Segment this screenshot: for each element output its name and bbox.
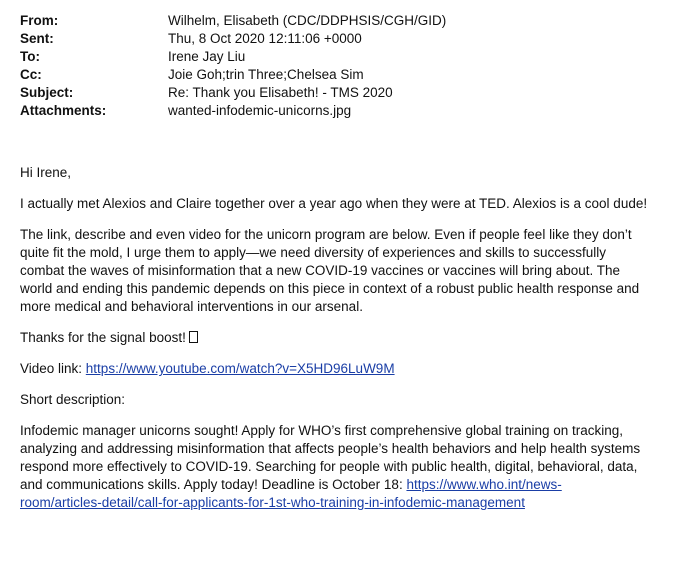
video-link[interactable]: https://www.youtube.com/watch?v=X5HD96LuW9M <box>85 361 395 376</box>
cc-row <box>20 66 660 84</box>
cc-value: Joie Goh;trin Three;Chelsea Sim <box>168 67 364 82</box>
paragraph-line: respond more effectively to COVID-19. Searching for people with public health, digital, behavioral, data, <box>20 459 638 474</box>
paragraph-description <box>20 422 668 512</box>
attachments-label: Attachments: <box>20 103 107 118</box>
sent-value: Thu, 8 Oct 2020 12:11:06 +0000 <box>168 31 362 46</box>
cc-label: Cc: <box>20 67 42 82</box>
to-label: To: <box>20 49 40 64</box>
email-body <box>20 164 668 525</box>
subject-row <box>20 84 660 102</box>
sent-row <box>20 30 660 48</box>
paragraph-line: analyzing and addressing misinformation that affects people’s health behaviors and help health systems <box>20 441 641 456</box>
greeting: Hi Irene, <box>20 165 72 180</box>
paragraph-line: Infodemic manager unicorns sought! Apply for WHO’s first comprehensive global training on tracking, <box>20 423 624 438</box>
attachment-file[interactable]: wanted-infodemic-unicorns.jpg <box>168 103 352 118</box>
subject-value: Re: Thank you Elisabeth! - TMS 2020 <box>168 85 393 100</box>
paragraph-line: combat the waves of misinformation that a new COVID-19 vaccines or vaccines will bring about. The <box>20 263 621 278</box>
paragraph-line: The link, describe and even video for the unicorn program are below. Even if people feel like they don’t <box>20 227 632 242</box>
subject-label: Subject: <box>20 85 74 100</box>
attachments-row <box>20 102 660 120</box>
video-link-line <box>20 360 668 378</box>
from-row <box>20 12 660 30</box>
sent-label: Sent: <box>20 31 54 46</box>
thanks-line <box>20 329 668 347</box>
to-value: Irene Jay Liu <box>168 49 246 64</box>
paragraph-ted: I actually met Alexios and Claire together over a year ago when they were at TED. Alexios is a cool dude! <box>20 196 648 211</box>
from-value: Wilhelm, Elisabeth (CDC/DDPHSIS/CGH/GID) <box>168 13 447 28</box>
to-row <box>20 48 660 66</box>
paragraph-line-with-link <box>20 476 668 494</box>
short-description-label: Short description: <box>20 392 126 407</box>
deadline-text: and communications skills. Apply today! Deadline is October 18: <box>20 477 407 492</box>
email-header <box>20 12 660 120</box>
thanks-text: Thanks for the signal boost! <box>20 330 186 345</box>
paragraph-line-link <box>20 494 668 512</box>
video-link-label: Video link: <box>20 361 86 376</box>
who-application-link-part2[interactable]: room/articles-detail/call-for-applicants-for-1st-who-training-in-infodemic-management <box>20 495 525 510</box>
paragraph-line: world and ending this pandemic depends on this piece in context of a robust public health response and <box>20 281 640 296</box>
paragraph-program <box>20 226 668 316</box>
who-application-link-part1[interactable]: https://www.who.int/news- <box>406 477 562 492</box>
paragraph-line: quite fit the mold, I urge them to apply—we need diversity of experiences and skills to successfully <box>20 245 607 260</box>
from-label: From: <box>20 13 59 28</box>
paragraph-line: more medical and behavioral interventions in our arsenal. <box>20 299 363 314</box>
missing-glyph-icon <box>189 331 198 343</box>
